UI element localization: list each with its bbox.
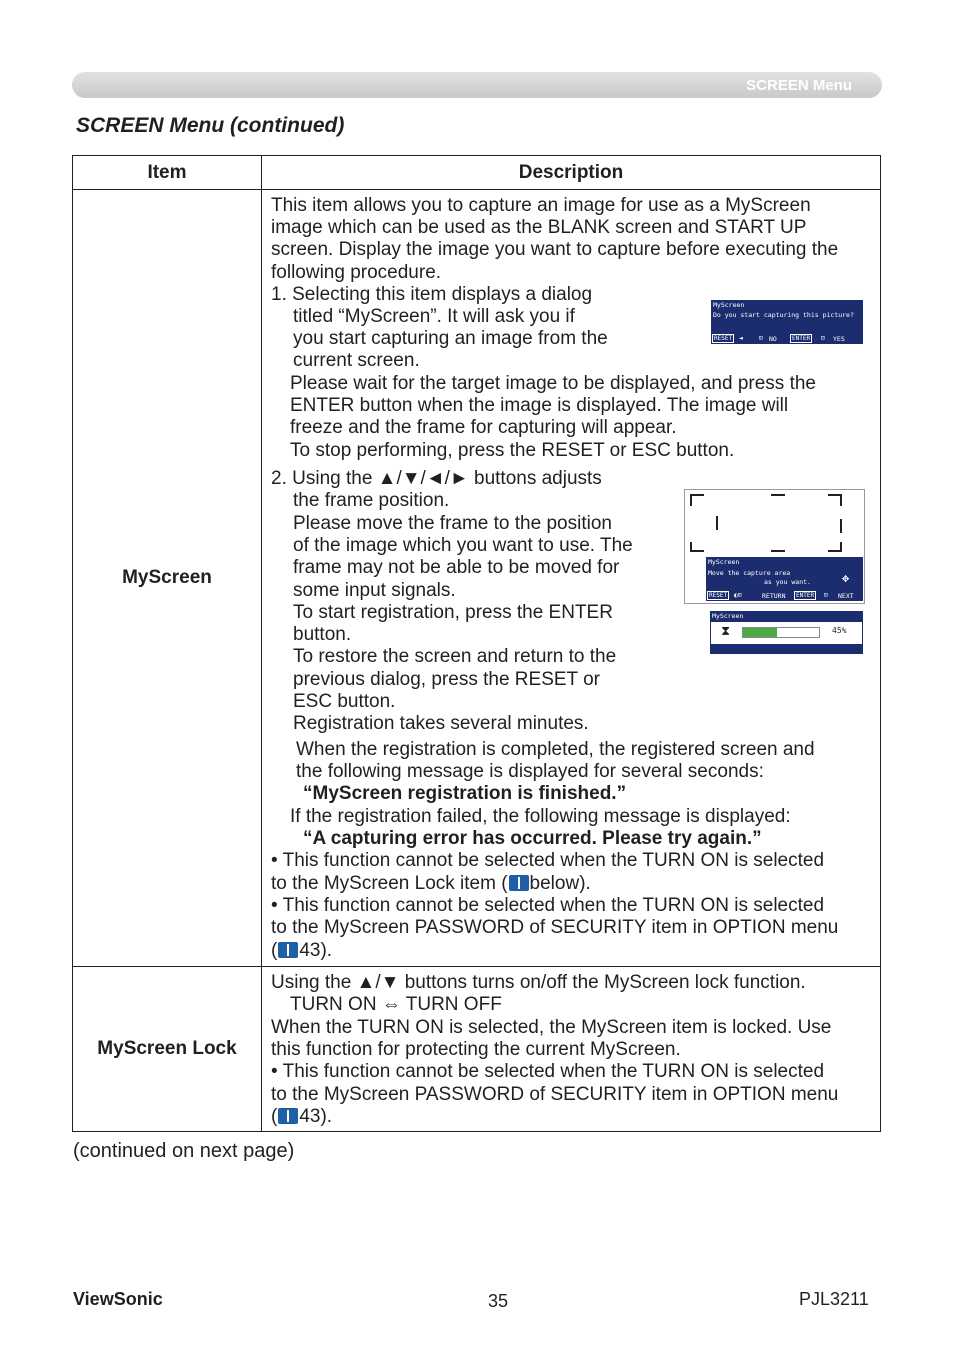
desc-line: frame may not be able to be moved for xyxy=(293,557,620,578)
progress-fill xyxy=(743,628,777,637)
banner-label: SCREEN Menu xyxy=(746,77,852,94)
desc-line: TURN ON ⇔ TURN OFF xyxy=(290,994,502,1015)
yes-label: YES xyxy=(833,335,845,343)
desc-text: 43). xyxy=(299,1106,333,1127)
reset-key: RESET xyxy=(709,592,728,599)
frame-edge-mark xyxy=(716,516,718,530)
item-description xyxy=(262,967,881,1132)
esc-icon: ◐⊡ xyxy=(734,591,742,599)
book-icon xyxy=(278,942,298,958)
desc-text: below). xyxy=(529,873,591,894)
error-message: “A capturing error has occurred. Please try again.” xyxy=(303,828,762,849)
no-label: NO xyxy=(769,335,777,343)
section-banner xyxy=(72,72,882,98)
desc-line: 1. Selecting this item displays a dialog xyxy=(271,284,593,305)
dialog-title: MyScreen xyxy=(712,612,744,620)
page-number: 35 xyxy=(488,1291,509,1311)
book-icon xyxy=(278,1108,298,1124)
desc-line: freeze and the frame for capturing will appear. xyxy=(290,417,677,438)
desc-line xyxy=(271,1106,332,1128)
desc-line: If the registration failed, the following message is displayed: xyxy=(290,806,791,827)
dialog-message: Move the capture area xyxy=(708,569,791,577)
desc-line: you start capturing an image from the xyxy=(293,328,608,349)
frame-corner-mark xyxy=(690,550,704,552)
desc-line: ESC button. xyxy=(293,691,396,712)
dialog-title: MyScreen xyxy=(713,301,745,309)
frame-corner-mark xyxy=(690,494,692,506)
progress-label: 45% xyxy=(832,626,847,635)
success-message: “MyScreen registration is finished.” xyxy=(303,783,627,804)
myscreen-move-dialog xyxy=(706,557,863,601)
column-header-description: Description xyxy=(262,156,881,190)
desc-text: 43). xyxy=(299,940,333,961)
esc-icon: ⊡ xyxy=(759,334,763,342)
desc-line: • This function cannot be selected when the TURN ON is selected xyxy=(271,895,825,916)
desc-line: the following message is displayed for several seconds: xyxy=(296,761,764,782)
desc-line: current screen. xyxy=(293,350,420,371)
desc-line: ENTER button when the image is displayed. The image will xyxy=(290,395,789,416)
desc-line: • This function cannot be selected when the TURN ON is selected xyxy=(271,1061,825,1082)
frame-edge-mark xyxy=(771,550,785,552)
hourglass-icon: ⧗ xyxy=(721,624,731,639)
desc-line: Registration takes several minutes. xyxy=(293,713,589,734)
dialog-message: as you want. xyxy=(764,578,811,586)
desc-line: to the MyScreen PASSWORD of SECURITY item in OPTION menu xyxy=(271,1084,839,1105)
model-number: PJL3211 xyxy=(799,1289,869,1309)
desc-line: button. xyxy=(293,624,352,645)
frame-corner-mark xyxy=(690,494,704,496)
desc-line: following procedure. xyxy=(271,262,442,283)
item-name: MyScreen xyxy=(73,190,262,967)
return-label: RETURN xyxy=(762,592,786,600)
dialog-message: Do you start capturing this picture? xyxy=(713,311,854,319)
desc-line: titled “MyScreen”. It will ask you if xyxy=(293,306,575,327)
desc-text: ( xyxy=(271,1106,278,1127)
desc-line xyxy=(271,940,332,962)
page-title: SCREEN Menu (continued) xyxy=(76,114,345,137)
progress-bar xyxy=(742,627,820,638)
enter-key: ENTER xyxy=(796,592,815,599)
desc-line: to the MyScreen PASSWORD of SECURITY item in OPTION menu xyxy=(271,917,839,938)
enter-icon: ⊡ xyxy=(824,591,828,599)
myscreen-confirm-dialog xyxy=(711,300,863,344)
frame-edge-mark xyxy=(771,494,785,496)
frame-edge-mark xyxy=(840,519,842,533)
desc-line: Please move the frame to the position xyxy=(293,513,612,534)
next-label: NEXT xyxy=(838,592,854,600)
table-row xyxy=(73,967,881,1132)
item-name: MyScreen Lock xyxy=(73,967,262,1132)
progress-panel xyxy=(711,622,862,644)
desc-line: To restore the screen and return to the xyxy=(293,646,617,667)
desc-line: some input signals. xyxy=(293,580,456,601)
desc-line: this function for protecting the current MyScreen. xyxy=(271,1039,681,1060)
cross-arrows-icon: ✥ xyxy=(842,571,850,585)
desc-text: to the MyScreen Lock item ( xyxy=(271,873,508,894)
dialog-title: MyScreen xyxy=(708,558,740,566)
desc-line: previous dialog, press the RESET or xyxy=(293,669,600,690)
desc-line: This item allows you to capture an image for use as a MyScreen xyxy=(271,195,811,216)
enter-icon: ⊡ xyxy=(821,334,825,342)
myscreen-progress-dialog xyxy=(710,611,863,654)
desc-line: of the image which you want to use. The xyxy=(293,535,633,556)
desc-line: Using the ▲/▼ buttons turns on/off the MyScreen lock function. xyxy=(271,972,806,993)
brand-name: ViewSonic xyxy=(73,1289,163,1309)
desc-line: When the registration is completed, the registered screen and xyxy=(296,739,815,760)
desc-line: image which can be used as the BLANK screen and START UP xyxy=(271,217,807,238)
desc-line: Please wait for the target image to be displayed, and press the xyxy=(290,373,816,394)
desc-line xyxy=(271,873,591,895)
left-arrow-icon: ◄ xyxy=(739,334,743,342)
desc-line: When the TURN ON is selected, the MyScreen item is locked. Use xyxy=(271,1017,832,1038)
desc-line: screen. Display the image you want to capture before executing the xyxy=(271,239,839,260)
book-icon xyxy=(509,875,529,891)
reset-key: RESET xyxy=(714,335,733,342)
table-header-row xyxy=(73,156,881,190)
continued-note: (continued on next page) xyxy=(73,1140,295,1162)
desc-line: To stop performing, press the RESET or ESC button. xyxy=(290,440,735,461)
frame-corner-mark xyxy=(840,542,842,552)
desc-line: • This function cannot be selected when the TURN ON is selected xyxy=(271,850,825,871)
enter-key: ENTER xyxy=(792,335,811,342)
desc-line: the frame position. xyxy=(293,490,450,511)
frame-corner-mark xyxy=(840,494,842,506)
desc-line: 2. Using the ▲/▼/◄/► buttons adjusts xyxy=(271,468,602,489)
desc-text: ( xyxy=(271,940,278,961)
desc-line: To start registration, press the ENTER xyxy=(293,602,613,623)
column-header-item: Item xyxy=(73,156,262,190)
